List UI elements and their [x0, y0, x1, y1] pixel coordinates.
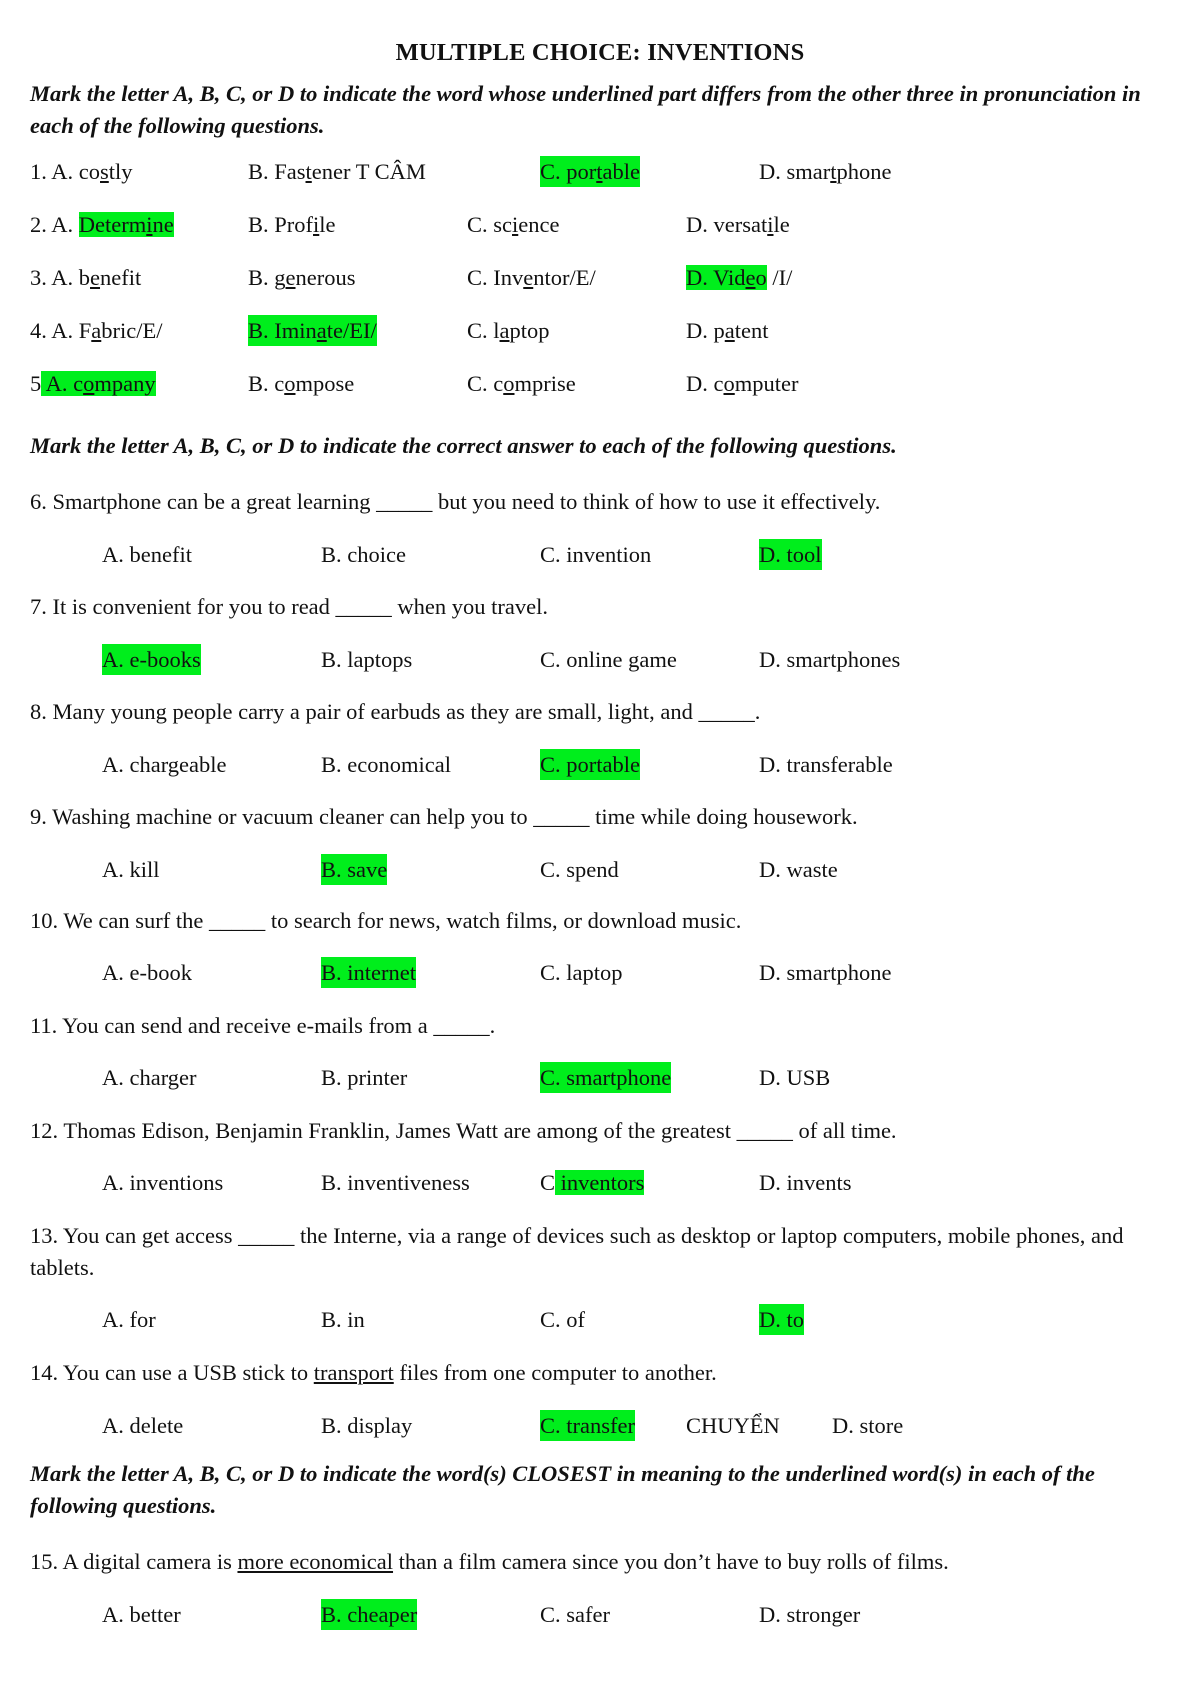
option-a: A. charger: [102, 1065, 197, 1090]
option-c: C. online game: [540, 647, 677, 672]
option-a: A. delete: [102, 1413, 184, 1438]
option-d: D. invents: [759, 1170, 852, 1195]
option-b-highlighted: B. save: [321, 854, 387, 885]
option-d: D. computer: [686, 371, 799, 396]
option-c: C. Inventor/E/: [467, 265, 596, 290]
annotation-note: CHUYỂN: [686, 1413, 780, 1438]
option-d-highlighted: D. tool: [759, 539, 822, 570]
question-stem: 8. Many young people carry a pair of earbuds as they are small, light, and _____.: [30, 699, 761, 724]
instruction-pronunciation: Mark the letter A, B, C, or D to indicate the word whose underlined part differs from the other three in pronunciation in each of the following questions.: [30, 81, 1141, 138]
option-a: A. e-book: [102, 960, 192, 985]
option-a: A. benefit: [102, 542, 192, 567]
option-c-highlighted: C. portable: [540, 749, 640, 780]
option-d: D. versatile: [686, 212, 790, 237]
option-c: C. invention: [540, 542, 652, 567]
option-a: 3. A. benefit: [30, 265, 142, 290]
option-a-highlight: Determine: [78, 212, 174, 237]
option-d-highlighted: D. to: [759, 1304, 804, 1335]
option-b: B. choice: [321, 542, 406, 567]
option-a-highlight: A. company: [41, 371, 156, 396]
option-c: C. spend: [540, 857, 619, 882]
option-b: B. display: [321, 1413, 413, 1438]
option-b: B. Fastener T CÂM: [248, 159, 426, 184]
option-a: A. for: [102, 1307, 156, 1332]
option-c-highlighted: C. portable: [540, 156, 640, 187]
option-c: C. comprise: [467, 371, 576, 396]
option-b: B. in: [321, 1307, 365, 1332]
option-d-highlight: D. Video: [686, 265, 767, 290]
option-c-highlighted: C. smartphone: [540, 1062, 671, 1093]
option-d: D. smartphone: [759, 960, 892, 985]
option-a: 2. A. Determine: [30, 212, 174, 237]
option-c: C. laptop: [540, 960, 623, 985]
option-a: A. kill: [102, 857, 160, 882]
question-stem: 13. You can get access _____ the Interne, via a range of devices such as desktop or laptop computers, mobile phones, and tablets.: [30, 1223, 1124, 1280]
option-a: 1. A. costly: [30, 159, 133, 184]
option-c: C. safer: [540, 1602, 610, 1627]
option-d: D. transferable: [759, 752, 893, 777]
option-c: C. science: [467, 212, 560, 237]
question-stem: 11. You can send and receive e-mails from a _____.: [30, 1013, 496, 1038]
option-d: D. patent: [686, 318, 769, 343]
option-c: C. of: [540, 1307, 585, 1332]
option-a: A. inventions: [102, 1170, 224, 1195]
option-b: B. Profile: [248, 212, 336, 237]
option-b: B. compose: [248, 371, 355, 396]
option-a: A. better: [102, 1602, 181, 1627]
option-c-highlight: inventors: [555, 1170, 645, 1195]
option-d: D. stronger: [759, 1602, 861, 1627]
underlined-word: transport: [313, 1360, 394, 1385]
question-stem: 14. You can use a USB stick to transport files from one computer to another.: [30, 1360, 717, 1385]
option-c-highlighted: C. transfer: [540, 1410, 635, 1441]
option-c: C inventors: [540, 1170, 645, 1195]
option-a: A. chargeable: [102, 752, 227, 777]
option-d: D. smartphones: [759, 647, 901, 672]
option-b-highlighted: B. internet: [321, 957, 416, 988]
page-title: MULTIPLE CHOICE: INVENTIONS: [395, 39, 805, 66]
option-b: B. printer: [321, 1065, 408, 1090]
question-stem: 15. A digital camera is more economical than a film camera since you don’t have to buy rolls of films.: [30, 1549, 949, 1574]
option-b: B. economical: [321, 752, 451, 777]
option-b: B. laptops: [321, 647, 413, 672]
question-stem: 7. It is convenient for you to read _____ when you travel.: [30, 594, 548, 619]
option-a: 4. A. Fabric/E/: [30, 318, 163, 343]
option-c: C. laptop: [467, 318, 550, 343]
underlined-phrase: more economical: [237, 1549, 394, 1574]
option-d: D. smartphone: [759, 159, 892, 184]
option-d: D. Video /I/: [686, 265, 793, 290]
option-a: 5 A. company: [30, 371, 156, 396]
option-b: B. generous: [248, 265, 356, 290]
option-b-highlighted: B. Iminate/EI/: [248, 315, 377, 346]
option-a-highlighted: A. e-books: [102, 644, 201, 675]
question-stem: 6. Smartphone can be a great learning _____ but you need to think of how to use it effectively.: [30, 489, 881, 514]
instruction-correct-answer: Mark the letter A, B, C, or D to indicate the correct answer to each of the following questions.: [30, 433, 897, 458]
question-stem: 10. We can surf the _____ to search for news, watch films, or download music.: [30, 908, 742, 933]
option-d: D. waste: [759, 857, 838, 882]
option-d: D. store: [832, 1413, 904, 1438]
question-stem: 9. Washing machine or vacuum cleaner can help you to _____ time while doing housework.: [30, 804, 858, 829]
option-b: B. inventiveness: [321, 1170, 470, 1195]
option-b-highlighted: B. cheaper: [321, 1599, 417, 1630]
option-d: D. USB: [759, 1065, 831, 1090]
question-stem: 12. Thomas Edison, Benjamin Franklin, James Watt are among of the greatest _____ of all time.: [30, 1118, 897, 1143]
instruction-closest: Mark the letter A, B, C, or D to indicate the word(s) CLOSEST in meaning to the underlined word(s) in each of the following questions.: [30, 1461, 1095, 1518]
